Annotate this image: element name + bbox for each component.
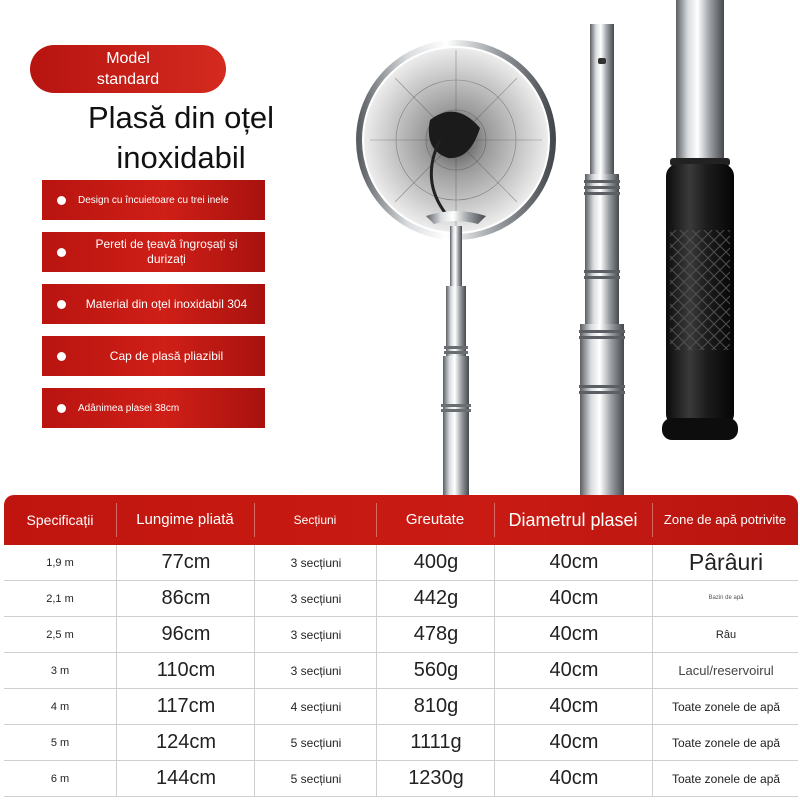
- cell-spec: 2,5 m: [46, 628, 74, 641]
- feature-text: Pereti de țeavă îngroșați și durizați: [95, 237, 238, 266]
- header-water-zones: Zone de apă potrivite: [652, 495, 798, 545]
- header-weight: Greutate: [376, 495, 494, 545]
- cell-length: 144cm: [116, 761, 255, 796]
- cell-spec: 2,1 m: [46, 592, 74, 605]
- cell-zone: Bazin de apă: [652, 581, 799, 616]
- cell-diameter: 40cm: [494, 617, 653, 652]
- cell-weight: 1111g: [376, 725, 495, 760]
- table-row: [4, 653, 798, 689]
- table-row: [4, 581, 798, 617]
- cell-spec: 6 m: [50, 772, 70, 785]
- bullet-dot-icon: [57, 404, 66, 413]
- cell-weight: 442g: [376, 581, 495, 616]
- cell-sections: 3 secțiuni: [254, 617, 377, 652]
- cell-length: 77cm: [116, 545, 255, 580]
- cell-weight: 400g: [376, 545, 495, 580]
- header-length: Lungime pliată: [116, 495, 254, 545]
- feature-text: Adânimea plasei 38cm: [78, 402, 180, 414]
- table-row: [4, 617, 798, 653]
- feature-steel-304: [42, 284, 265, 324]
- title-line-2: inoxidabil: [116, 140, 246, 175]
- cell-zone: Lacul/reservoirul: [652, 653, 799, 688]
- title-line-1: Plasă din oțel: [87, 100, 275, 135]
- cell-zone: Pârâuri: [652, 545, 799, 580]
- cell-spec: 4 m: [50, 700, 70, 713]
- cell-zone: Toate zonele de apă: [652, 761, 799, 796]
- cell-sections: 3 secțiuni: [254, 545, 377, 580]
- feature-text: Cap de plasă pliazibil: [109, 348, 224, 363]
- rubber-grip-handle-icon: [662, 0, 738, 440]
- cell-sections: 3 secțiuni: [254, 653, 377, 688]
- table-row: [4, 761, 798, 797]
- header-diameter: Diametrul plasei: [494, 495, 652, 545]
- model-standard-badge: [30, 45, 226, 93]
- table-row: [4, 689, 798, 725]
- cell-length: 110cm: [116, 653, 255, 688]
- feature-text: Material din oțel inoxidabil 304: [85, 296, 248, 311]
- feature-foldable-head: [42, 336, 265, 376]
- feature-text: Design cu încuietoare cu trei inele: [78, 194, 229, 206]
- cell-zone: Toate zonele de apă: [652, 689, 799, 724]
- cell-sections: 5 secțiuni: [254, 725, 377, 760]
- badge-line-1: Model: [106, 50, 150, 67]
- cell-diameter: 40cm: [494, 653, 653, 688]
- cell-spec: 3 m: [50, 664, 70, 677]
- cell-zone: Toate zonele de apă: [652, 725, 799, 760]
- badge-line-2: standard: [96, 71, 160, 88]
- cell-length: 86cm: [116, 581, 255, 616]
- cell-diameter: 40cm: [494, 689, 653, 724]
- cell-weight: 1230g: [376, 761, 495, 796]
- landing-net-icon: [359, 43, 553, 496]
- cell-diameter: 40cm: [494, 725, 653, 760]
- bullet-dot-icon: [57, 300, 66, 309]
- product-title: [56, 98, 306, 178]
- cell-spec: 1,9 m: [46, 556, 74, 569]
- cell-weight: 560g: [376, 653, 495, 688]
- table-row: [4, 725, 798, 761]
- table-row: [4, 545, 798, 581]
- telescopic-pole-icon: [579, 24, 625, 500]
- spec-table-header: [4, 495, 798, 545]
- feature-net-depth: [42, 388, 265, 428]
- bullet-dot-icon: [57, 248, 66, 257]
- cell-zone: Râu: [652, 617, 799, 652]
- feature-thick-walls: [42, 232, 265, 272]
- bullet-dot-icon: [57, 352, 66, 361]
- cell-sections: 3 secțiuni: [254, 581, 377, 616]
- cell-sections: 4 secțiuni: [254, 689, 377, 724]
- cell-weight: 810g: [376, 689, 495, 724]
- cell-diameter: 40cm: [494, 581, 653, 616]
- header-spec: Specificații: [26, 512, 94, 528]
- cell-spec: 5 m: [50, 736, 70, 749]
- spec-table-body: [4, 545, 798, 797]
- cell-diameter: 40cm: [494, 761, 653, 796]
- bullet-dot-icon: [57, 196, 66, 205]
- cell-diameter: 40cm: [494, 545, 653, 580]
- cell-weight: 478g: [376, 617, 495, 652]
- cell-sections: 5 secțiuni: [254, 761, 377, 796]
- cell-length: 117cm: [116, 689, 255, 724]
- cell-length: 96cm: [116, 617, 255, 652]
- header-sections: Secțiuni: [254, 495, 376, 545]
- feature-triple-ring-lock: [42, 180, 265, 220]
- cell-length: 124cm: [116, 725, 255, 760]
